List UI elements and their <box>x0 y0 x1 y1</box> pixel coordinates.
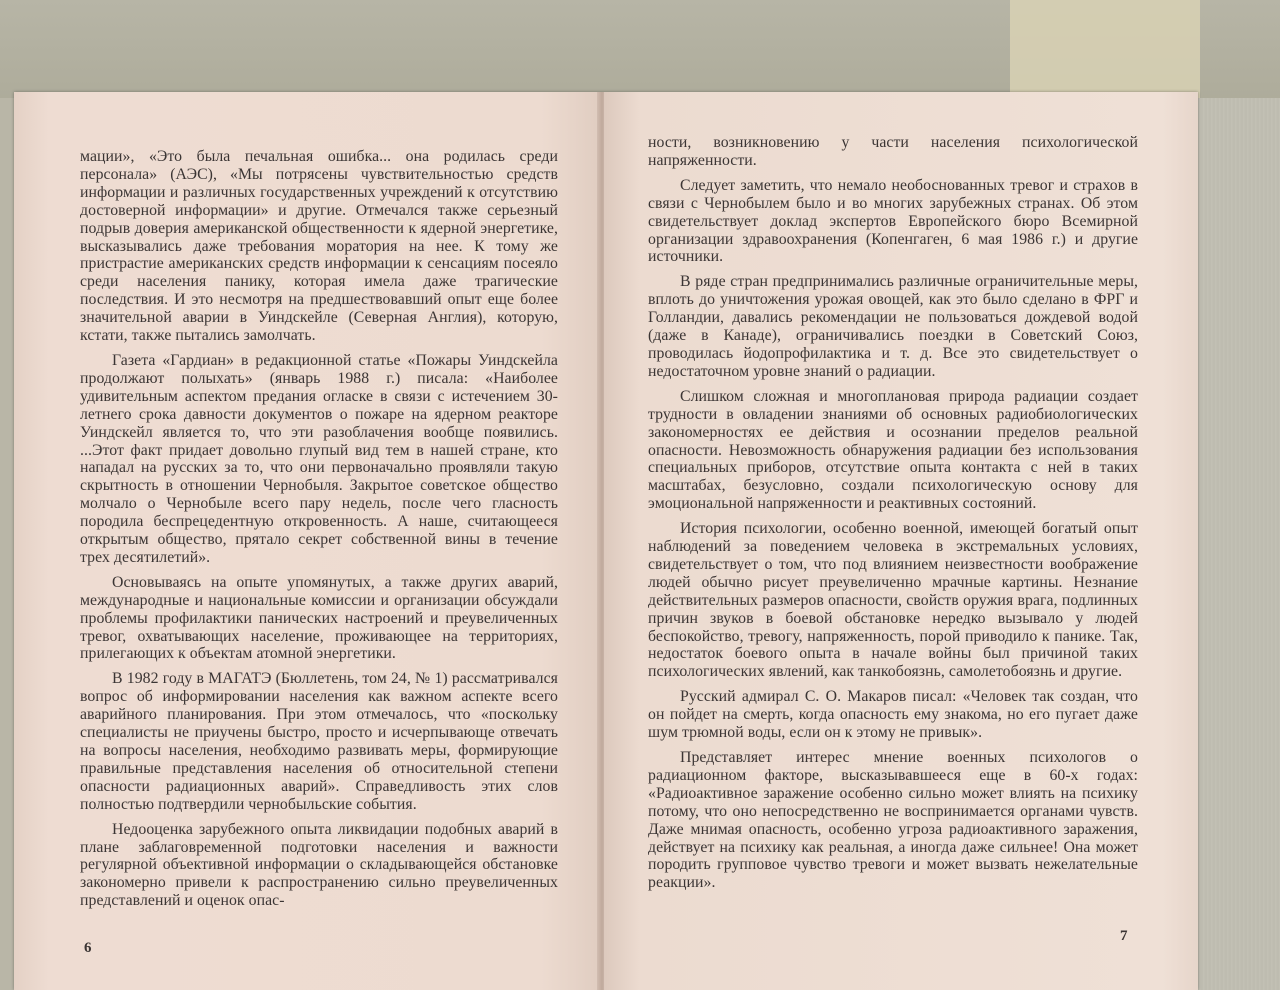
paragraph: Русский адмирал С. О. Макаров писал: «Человек так создан, что он пойдет на смерть, когда опасность ему знакома, но его пугает даже шум трюмной воды, если он к этому не привык». <box>648 688 1138 742</box>
paragraph: В ряде стран предпринимались различные ограничительные меры, вплоть до уничтожения урожая овощей, как это было сделано в ФРГ и Голландии, давались рекомендации не пользоваться дождевой водой (даже в Канаде), ограничивались поездки в Советский Союз, проводилась йодопрофилактика и т. д. Все это свидетельствует о недостаточном уровне знаний о радиации. <box>648 273 1138 380</box>
paragraph: Недооценка зарубежного опыта ликвидации подобных аварий в плане заблаговременной подготовки населения и важности регулярной объективной информации о складывающейся обстановке закономерно привели к распространению сильно преувеличенных представлений и оценок опас- <box>80 820 558 910</box>
right-page <box>604 92 1198 990</box>
open-book <box>14 92 1198 990</box>
right-page-text <box>648 134 1138 899</box>
page-number: 6 <box>84 940 92 956</box>
paragraph: История психологии, особенно военной, имеющей богатый опыт наблюдений за поведением человека в экстремальных условиях, свидетельствует о том, что под влиянием неизвестности воображение людей обычно рисует преувеличенно мрачные картины. Незнание действительных размеров опасности, свойств оружия врага, подлинных причин звуков в боевой обстановке нередко вызывало у людей беспокойство, тревогу, напряженность, порой приводило к панике. Так, недостаток боевого опыта в начале войны был причиной таких психологических явлений, как танкобоязнь, самолетобоязнь и другие. <box>648 520 1138 681</box>
paragraph: Газета «Гардиан» в редакционной статье «Пожары Уиндскейла продолжают полыхать» (январь 1988 г.) писала: «Наиболее удивительным аспектом предания огласке в связи с истечением 30-летнего срока давности документов о пожаре на ядерном реакторе Уиндскейл является то, что эти разоблачения вообще появились. ...Этот факт придает довольно глупый вид тем в нашей стране, кто нападал на русских за то, что они первоначально проявляли такую скрытность в отношении Чернобыля. Закрытое советское общество молчало о Чернобыле всего пару недель, после чего гласность породила беспрецедентную откровенность. А наше, считающееся открытым общество, прятало секрет собственной вины в течение трех десятилетий». <box>80 351 558 566</box>
paragraph: В 1982 году в МАГАТЭ (Бюллетень, том 24, № 1) рассматривался вопрос об информировании населения как важном аспекте всего аварийного планирования. При этом отмечалось, что «поскольку специалисты не приучены быстро, просто и исчерпывающе отвечать на вопросы населения, необходимо развивать меры, формирующие правильные представления населения об относительной степени опасности радиационных аварий». Справедливость этих слов полностью подтвердили чернобыльские события. <box>80 670 558 813</box>
page-number: 7 <box>1120 928 1128 944</box>
left-page-text <box>80 148 558 917</box>
left-page <box>14 92 600 990</box>
paragraph: Следует заметить, что немало необоснованных тревог и страхов в связи с Чернобылем было и во многих зарубежных странах. Об этом свидетельствует доклад экспертов Европейского бюро Всемирной организации здравоохранения (Копенгаген, 6 мая 1986 г.) и другие источники. <box>648 176 1138 266</box>
paragraph: Слишком сложная и многоплановая природа радиации создает трудности в овладении знаниями об основных радиобиологических закономерностях ее действия и осознании пределов реальной опасности. Невозможность обнаружения радиации без использования специальных приборов, отсутствие опыта контакта с ней в таких масштабах, безусловно, создали психологическую основу для эмоциональной напряженности и реактивных состояний. <box>648 387 1138 513</box>
background-right <box>1196 98 1280 990</box>
paragraph: мации», «Это была печальная ошибка... она родилась среди персонала» (АЭС), «Мы потрясены чувствительностью средств информации и различных государственных учреждений к отсутствию достоверной информации» и другие. Отмечался также серьезный подрыв доверия американской общественности к ядерной энергетике, высказывались даже требования моратория на нее. К тому же пристрастие американских средств информации к сенсациям посеяло среди населения панику, которая имела даже трагические последствия. И это несмотря на предшествовавший опыт еще более значительной аварии в Уиндскейле (Северная Англия), которую, кстати, также пытались замолчать. <box>80 148 558 345</box>
paragraph: ности, возникновению у части населения психологической напряженности. <box>648 134 1138 169</box>
paragraph: Основываясь на опыте упомянутых, а также других аварий, международные и национальные комиссии и организации обсуждали проблемы профилактики панических настроений и преувеличенных тревог, охватывающих население, проживающее на территориях, прилегающих к объектам атомной энергетики. <box>80 573 558 663</box>
paragraph: Представляет интерес мнение военных психологов о радиационном факторе, высказывавшееся еще в 60-х годах: «Радиоактивное заражение особенно сильно может влиять на психику потому, что оно непосредственно не воспринимается органами чувств. Даже мнимая опасность, особенно угроза радиоактивного заражения, действует на психику как реальная, а иногда даже сильнее! Она может породить групповое чувство тревоги и может вызвать нежелательные реакции». <box>648 749 1138 892</box>
